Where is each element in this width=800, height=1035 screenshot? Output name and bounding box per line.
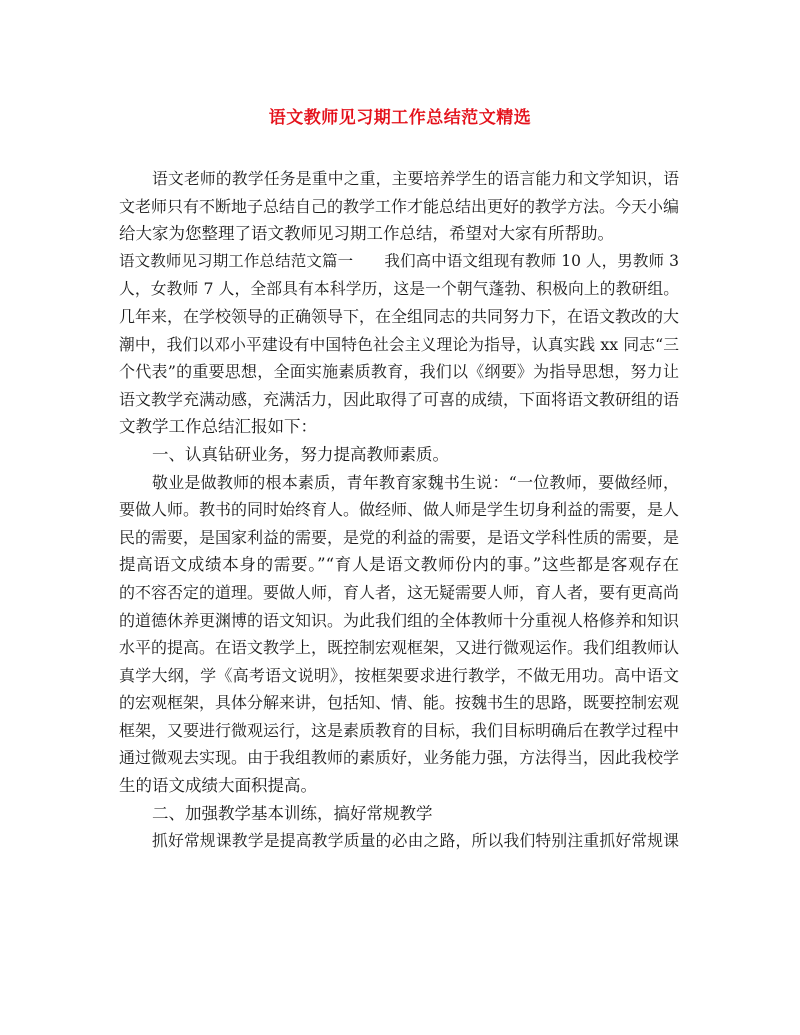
text-line: 提高语文成绩本身的需要。”“育人是语文教师份内的事。”这些都是客观存在 — [119, 555, 679, 575]
text-line: 的不容否定的道理。要做人师，育人者，这无疑需要人师，育人者，要有更高尚 — [119, 582, 680, 602]
text-line: 通过微观去实现。由于我组教师的素质好，业务能力强，方法得当，因此我校学 — [119, 748, 680, 768]
text-line: 要做人师。教书的同时始终育人。做经师、做人师是学生切身利益的需要，是人 — [119, 500, 680, 520]
text-line: 敬业是做教师的根本素质，青年教育家魏书生说：“一位教师，要做经师， — [152, 472, 679, 492]
text-line: 二、加强教学基本训练，搞好常规教学 — [152, 803, 433, 823]
text-line: 一、认真钻研业务，努力提高教师素质。 — [152, 444, 449, 464]
text-line: 语文教学充满动感，充满活力，因此取得了可喜的成绩，下面将语文教研组的语 — [119, 389, 680, 409]
document-body — [119, 165, 679, 855]
text-line: 语文教师见习期工作总结范文篇一 我们高中语文组现有教师 10 人，男教师 3 — [119, 251, 679, 270]
text-line: 民的需要，是国家利益的需要，是党的利益的需要，是语文学科性质的需要，是 — [119, 527, 680, 547]
text-line: 给大家为您整理了语文教师见习期工作总结，希望对大家有所帮助。 — [119, 224, 614, 244]
text-line: 几年来，在学校领导的正确领导下，在全组同志的共同努力下，在语文教改的大 — [119, 306, 680, 326]
text-line: 个代表”的重要思想，全面实施素质教育，我们以《纲要》为指导思想，努力让 — [119, 362, 679, 382]
text-line: 抓好常规课教学是提高教学质量的必由之路，所以我们特别注重抓好常规课 — [152, 831, 679, 851]
document-title: 语文教师见习期工作总结范文精选 — [268, 108, 532, 128]
text-line: 的宏观框架，具体分解来讲，包括知、情、能。按魏书生的思路，既要控制宏观 — [119, 693, 680, 713]
text-line: 语文老师的教学任务是重中之重，主要培养学生的语言能力和文学知识，语 — [152, 169, 679, 188]
text-line: 文老师只有不断地子总结自己的教学工作才能总结出更好的教学方法。今天小编 — [119, 196, 680, 216]
text-line: 潮中，我们以邓小平建设有中国特色社会主义理论为指导，认真实践 xx 同志“三 — [119, 334, 679, 354]
text-line: 水平的提高。在语文教学上，既控制宏观框架，又进行微观运作。我们组教师认 — [119, 638, 680, 658]
text-line: 的道德休养更渊博的语文知识。为此我们组的全体教师十分重视人格修养和知识 — [119, 610, 680, 630]
text-line: 文教学工作总结汇报如下： — [119, 417, 317, 437]
text-line: 框架，又要进行微观运行，这是素质教育的目标，我们目标明确后在教学过程中 — [119, 720, 680, 740]
text-line: 人，女教师 7 人，全部具有本科学历，这是一个朝气蓬勃、积极向上的教研组。 — [119, 279, 679, 299]
text-line: 真学大纲，学《高考语文说明》，按框架要求进行教学，不做无用功。高中语文 — [119, 665, 679, 685]
text-line: 生的语文成绩大面积提高。 — [119, 776, 317, 796]
